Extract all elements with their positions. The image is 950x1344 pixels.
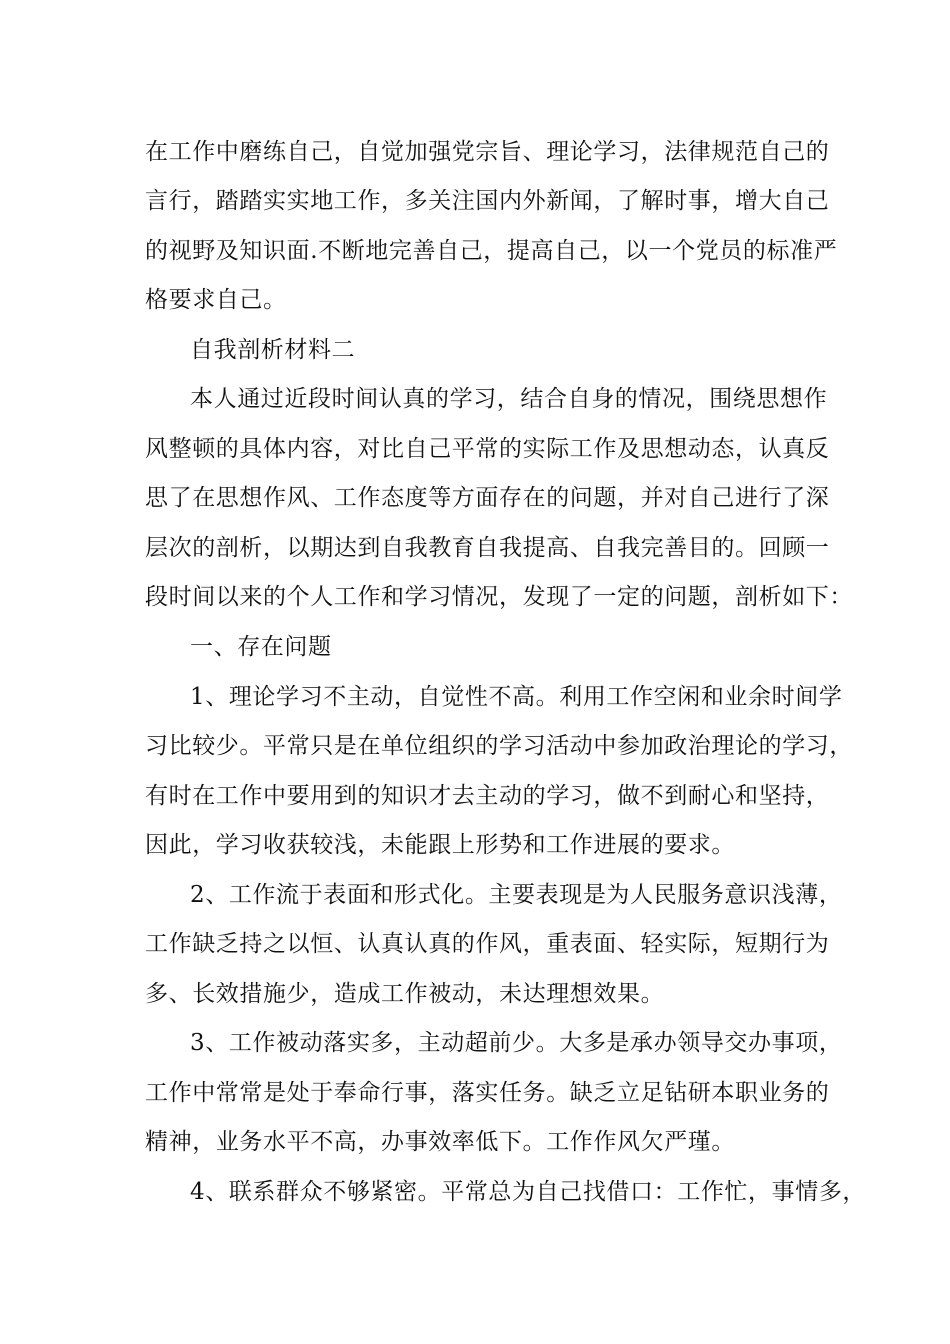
section-title: 自我剖析材料二 bbox=[190, 337, 356, 363]
text-line: 思了在思想作风、工作态度等方面存在的问题，并对自己进行了深 bbox=[145, 485, 830, 511]
text-line: 3、工作被动落实多，主动超前少。大多是承办领导交办事项， bbox=[190, 1030, 843, 1056]
text-line: 4、联系群众不够紧密。平常总为自己找借口：工作忙，事情多， bbox=[190, 1179, 867, 1205]
text-line: 工作中常常是处于奉命行事，落实任务。缺乏立足钻研本职业务的 bbox=[145, 1080, 830, 1106]
text-line: 风整顿的具体内容，对比自己平常的实际工作及思想动态，认真反 bbox=[145, 436, 830, 462]
text-line: 精神，业务水平不高，办事效率低下。工作作风欠严瑾。 bbox=[145, 1129, 735, 1155]
text-line: 在工作中磨练自己，自觉加强党宗旨、理论学习，法律规范自己的 bbox=[145, 139, 830, 165]
text-line: 习比较少。平常只是在单位组织的学习活动中参加政治理论的学习， bbox=[145, 733, 853, 759]
text-line: 1、理论学习不主动，自觉性不高。利用工作空闲和业余时间学 bbox=[190, 684, 843, 710]
text-line: 层次的剖析，以期达到自我教育自我提高、自我完善目的。回顾一 bbox=[145, 535, 830, 561]
text-line: 的视野及知识面.不断地完善自己，提高自己，以一个党员的标准严 bbox=[145, 238, 838, 264]
text-line: 多、长效措施少，造成工作被动，未达理想效果。 bbox=[145, 981, 665, 1007]
text-line: 本人通过近段时间认真的学习，结合自身的情况，围绕思想作 bbox=[190, 386, 828, 412]
text-line: 2、工作流于表面和形式化。主要表现是为人民服务意识浅薄， bbox=[190, 882, 843, 908]
text-line: 言行，踏踏实实地工作，多关注国内外新闻，了解时事，增大自己 bbox=[145, 188, 830, 214]
text-line: 段时间以来的个人工作和学习情况，发现了一定的问题，剖析如下： bbox=[145, 584, 853, 610]
text-line: 格要求自己。 bbox=[145, 287, 287, 313]
text-line: 有时在工作中要用到的知识才去主动的学习，做不到耐心和坚持， bbox=[145, 783, 830, 809]
section-heading: 一、存在问题 bbox=[190, 634, 332, 660]
text-line: 因此，学习收获较浅，未能跟上形势和工作进展的要求。 bbox=[145, 832, 735, 858]
text-line: 工作缺乏持之以恒、认真认真的作风，重表面、轻实际，短期行为 bbox=[145, 931, 830, 957]
